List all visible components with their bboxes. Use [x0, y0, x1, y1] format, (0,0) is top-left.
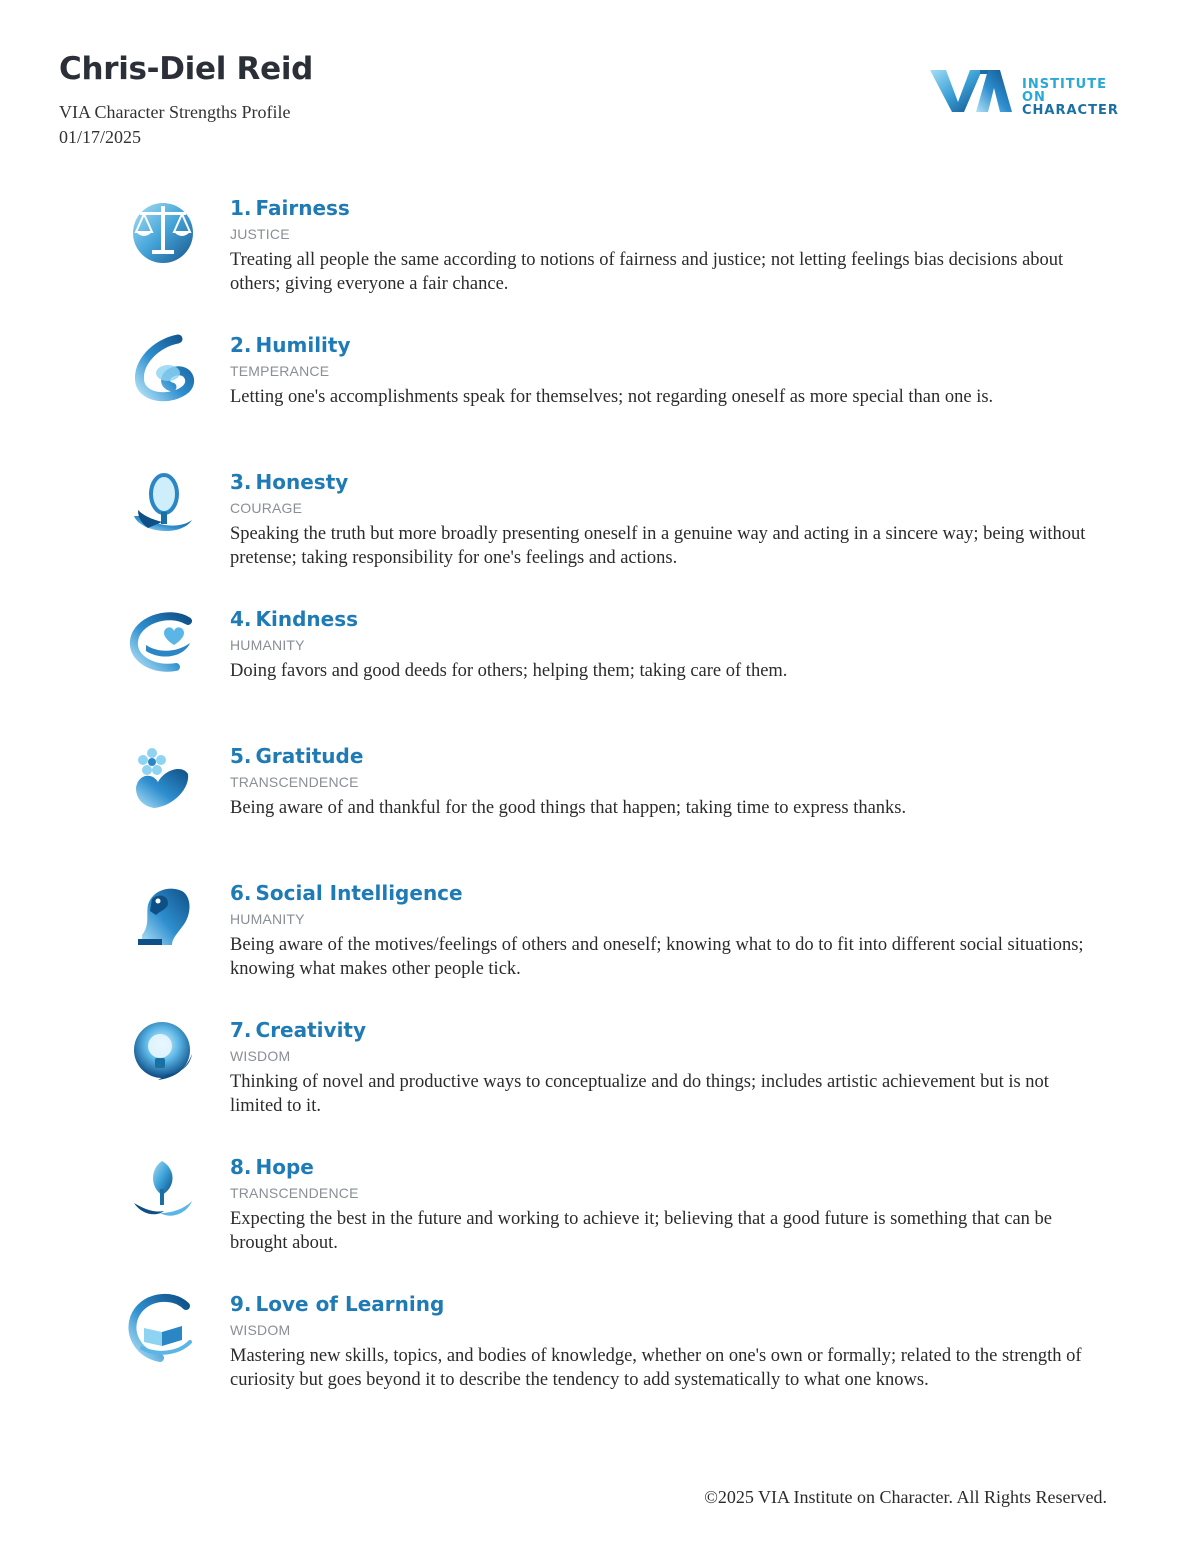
strength-rank: 4.	[230, 607, 252, 631]
strength-virtue: TRANSCENDENCE	[230, 1185, 359, 1201]
strength-virtue: HUMANITY	[230, 911, 305, 927]
strength-name: Humility	[255, 333, 351, 357]
strength-description: Doing favors and good deeds for others; helping them; taking care of them.	[230, 661, 788, 681]
strength-description: Speaking the truth but more broadly presenting oneself in a genuine way and acting in a sincere way; being without pretense; taking responsibility for one's feelings and actions.	[230, 524, 1086, 568]
strength-item	[0, 333, 1200, 470]
profile-date: 01/17/2025	[59, 127, 142, 147]
strength-description: Expecting the best in the future and working to achieve it; believing that a good future is something that can be brought about.	[230, 1209, 1052, 1253]
sprout-icon	[128, 1155, 198, 1225]
logo-line1: INSTITUTE ON	[1022, 77, 1107, 105]
strength-virtue: JUSTICE	[230, 226, 290, 242]
strength-item	[0, 1018, 1200, 1155]
open-book-icon	[128, 1292, 198, 1362]
profile-header	[59, 48, 313, 150]
strength-virtue: COURAGE	[230, 500, 303, 516]
strength-rank: 6.	[230, 881, 252, 905]
strength-item	[0, 881, 1200, 1018]
chess-knight-icon	[128, 881, 198, 951]
strength-item	[0, 1155, 1200, 1292]
strength-rank: 1.	[230, 196, 252, 220]
strength-name: Creativity	[255, 1018, 367, 1042]
strength-rank: 8.	[230, 1155, 252, 1179]
strength-name: Honesty	[255, 470, 349, 494]
strength-name: Hope	[255, 1155, 314, 1179]
strength-name: Kindness	[255, 607, 359, 631]
flower-hand-icon	[128, 744, 198, 814]
logo-text	[1022, 78, 1130, 117]
strength-title	[230, 607, 358, 631]
strength-title	[230, 196, 350, 220]
strength-virtue: WISDOM	[230, 1322, 291, 1338]
strength-item	[0, 744, 1200, 881]
strength-rank: 7.	[230, 1018, 252, 1042]
strength-virtue: TRANSCENDENCE	[230, 774, 359, 790]
strength-description: Thinking of novel and productive ways to conceptualize and do things; includes artistic achievement but is not limited to it.	[230, 1072, 1049, 1116]
strength-name: Love of Learning	[255, 1292, 445, 1316]
strength-virtue: WISDOM	[230, 1048, 291, 1064]
via-logo-mark-icon	[930, 66, 1022, 116]
copyright-footer: ©2025 VIA Institute on Character. All Rights Reserved.	[704, 1487, 1107, 1507]
strength-description: Mastering new skills, topics, and bodies of knowledge, whether on one's own or formally; related to the strength of curiosity but goes beyond it to describe the tendency to add systematically to what one knows.	[230, 1346, 1082, 1390]
strength-rank: 3.	[230, 470, 252, 494]
strength-title	[230, 1155, 314, 1179]
lightbulb-icon	[128, 1018, 198, 1088]
person-name: Chris-Diel Reid	[59, 51, 314, 87]
strength-description: Treating all people the same according to notions of fairness and justice; not letting feelings bias decisions about others; giving everyone a fair chance.	[230, 250, 1064, 294]
strength-name: Social Intelligence	[255, 881, 463, 905]
strength-item	[0, 607, 1200, 744]
strength-description: Letting one's accomplishments speak for themselves; not regarding oneself as more special than one is.	[230, 387, 994, 407]
via-logo	[930, 66, 1130, 116]
strength-description: Being aware of and thankful for the good things that happen; taking time to express thanks.	[230, 798, 907, 818]
strength-rank: 2.	[230, 333, 252, 357]
profile-subtitle: VIA Character Strengths Profile	[59, 102, 291, 122]
strength-description: Being aware of the motives/feelings of others and oneself; knowing what to do to fit into different social situations; knowing what makes other people tick.	[230, 935, 1084, 979]
heart-hand-icon	[128, 607, 198, 677]
strength-title	[230, 1018, 366, 1042]
strength-virtue: TEMPERANCE	[230, 363, 330, 379]
strength-item	[0, 1292, 1200, 1429]
scales-icon	[128, 196, 198, 266]
strength-name: Gratitude	[255, 744, 364, 768]
strength-rank: 5.	[230, 744, 252, 768]
strength-item	[0, 196, 1200, 333]
strength-rank: 9.	[230, 1292, 252, 1316]
strength-name: Fairness	[255, 196, 350, 220]
mirror-icon	[128, 470, 198, 540]
logo-line2: CHARACTER	[1022, 103, 1119, 118]
strength-title	[230, 744, 363, 768]
strength-title	[230, 881, 463, 905]
strength-item	[0, 470, 1200, 607]
strength-title	[230, 1292, 444, 1316]
strength-title	[230, 333, 351, 357]
strength-title	[230, 470, 348, 494]
strength-virtue: HUMANITY	[230, 637, 305, 653]
swirl-hand-icon	[128, 333, 198, 403]
